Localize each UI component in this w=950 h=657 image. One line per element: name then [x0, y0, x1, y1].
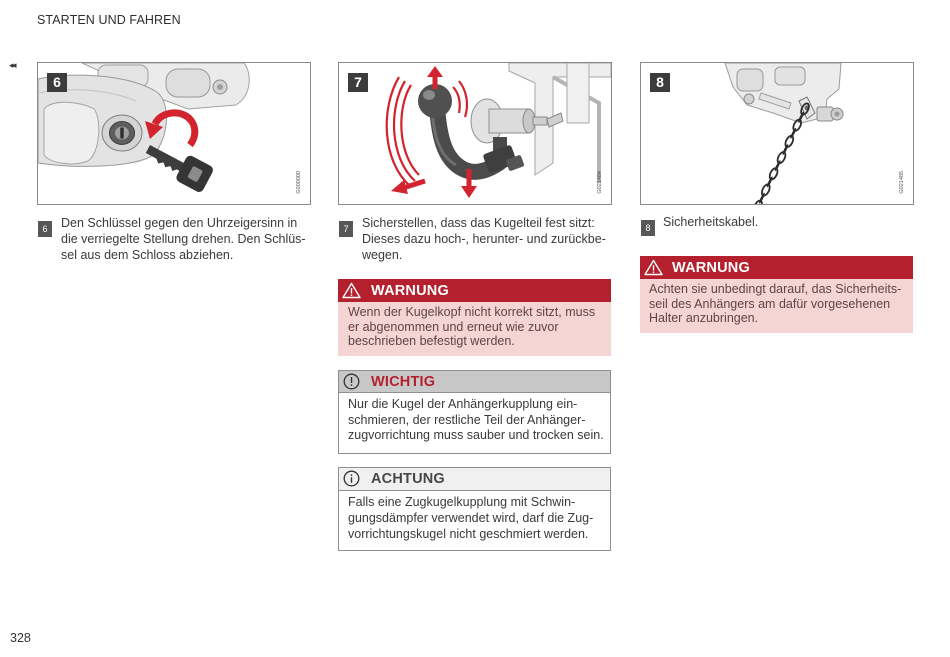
- warning-line: seil des Anhängers am dafür vorgesehenen: [649, 296, 891, 311]
- warning-box-safety-cable: [640, 256, 913, 333]
- lock-cylinder: [102, 115, 142, 151]
- warning-body: [338, 302, 611, 356]
- note-line: Falls eine Zugkugelkupplung mit Schwin-: [348, 495, 576, 509]
- arrow-back-icon: [391, 180, 425, 194]
- caption-line: Sicherheitskabel.: [663, 215, 759, 229]
- safety-cable: [752, 102, 810, 204]
- warning-triangle-icon: [644, 259, 663, 276]
- warning-line: Halter anzubringen.: [649, 311, 759, 325]
- caption-6: [61, 215, 306, 263]
- caption-number-badge: 7: [339, 221, 353, 237]
- figure-6-illustration: [38, 63, 310, 204]
- important-line: zugvorrichtung muss sauber und trocken sein.: [348, 428, 604, 442]
- page-number: 328: [10, 631, 31, 645]
- warning-triangle-icon: [342, 282, 361, 299]
- important-label: WICHTIG: [371, 374, 436, 390]
- figure-code: G021484: [597, 171, 603, 194]
- warning-label: WARNUNG: [672, 260, 750, 276]
- warning-line: Achten sie unbedingt darauf, das Sicherheits-: [649, 282, 902, 296]
- caption-line: Den Schlüssel gegen den Uhrzeigersinn in: [61, 216, 298, 230]
- tow-ball: [418, 84, 452, 118]
- note-header: [339, 468, 610, 491]
- caption-number-badge: 6: [38, 221, 52, 237]
- caption-line: Sicherstellen, dass das Kugelteil fest sitzt:: [362, 216, 595, 230]
- figure-8: [640, 62, 914, 205]
- note-body: [339, 491, 610, 542]
- note-line: vorrichtungskugel nicht geschmiert werden.: [348, 527, 589, 541]
- figure-number-badge: 7: [348, 73, 368, 92]
- safety-bolt: [817, 107, 843, 121]
- note-line: gungsdämpfer verwendet wird, darf die Zug-: [348, 511, 594, 525]
- figure-6: [37, 62, 311, 205]
- caption-line: wegen.: [362, 248, 403, 262]
- warning-line: er abgenommen und erneut wie zuvor: [348, 319, 559, 334]
- caption-number-badge: 8: [641, 220, 655, 236]
- figure-7-illustration: [339, 63, 611, 204]
- info-circle-icon: [342, 470, 361, 487]
- figure-code: G000000: [296, 171, 302, 194]
- figure-8-illustration: [641, 63, 913, 204]
- warning-label: WARNUNG: [371, 283, 449, 299]
- figure-code: G021485: [899, 171, 905, 194]
- caption-line: die verriegelte Stellung drehen. Den Schlüs-: [61, 232, 306, 246]
- section-title: STARTEN UND FAHREN: [37, 13, 181, 27]
- warning-header: [640, 256, 913, 279]
- caption-8: [663, 214, 758, 230]
- continued-marker: ◂◂: [9, 61, 16, 71]
- warning-line: Wenn der Kugelkopf nicht korrekt sitzt, muss: [348, 305, 596, 319]
- important-header: [339, 371, 610, 393]
- figure-number-badge: 8: [650, 73, 670, 92]
- exclamation-circle-icon: [342, 373, 361, 390]
- note-box-damper: [338, 467, 611, 551]
- important-box-grease: [338, 370, 611, 454]
- warning-header: [338, 279, 611, 302]
- important-line: Nur die Kugel der Anhängerkupplung ein-: [348, 397, 578, 411]
- important-line: schmieren, der restliche Teil der Anhänger-: [348, 412, 586, 427]
- warning-line: beschrieben befestigt werden.: [348, 334, 515, 348]
- important-body: [339, 393, 610, 444]
- figure-number-badge: 6: [47, 73, 67, 92]
- caption-7: [362, 215, 606, 263]
- note-label: ACHTUNG: [371, 471, 445, 487]
- hitch-mechanism: [38, 63, 249, 166]
- caption-line: Dieses dazu hoch-, herunter- und zurückbe-: [362, 232, 606, 246]
- warning-box-ball-head: [338, 279, 611, 356]
- caption-line: sel aus dem Schloss abziehen.: [61, 248, 234, 262]
- warning-body: [640, 279, 913, 333]
- figure-7: [338, 62, 612, 205]
